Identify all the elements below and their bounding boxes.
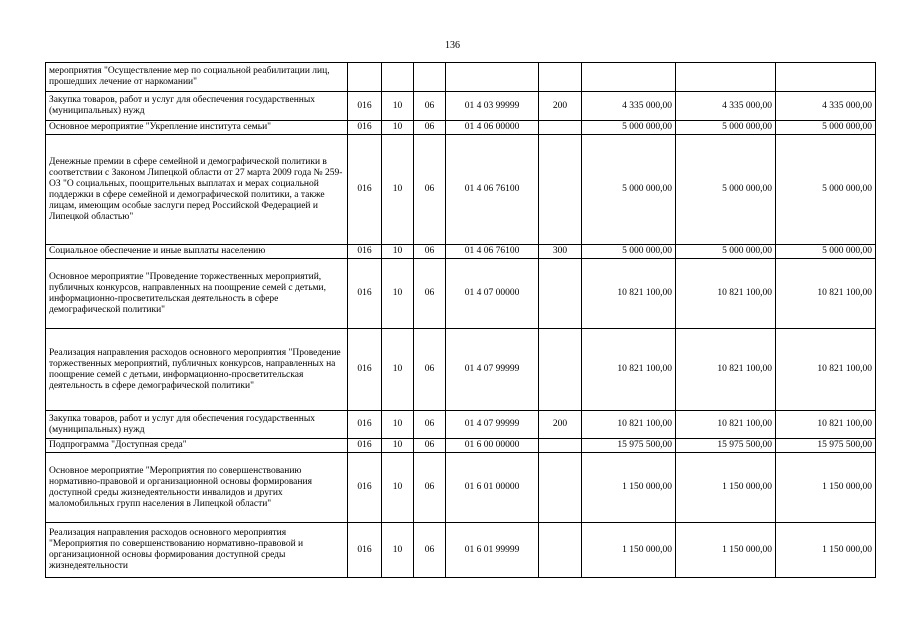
cell-sum-1: 5 000 000,00: [582, 245, 676, 259]
page-number: 136: [445, 40, 460, 51]
cell-gr: 016: [348, 411, 382, 439]
row-name: Подпрограмма "Доступная среда": [46, 439, 348, 453]
table-row: [46, 329, 876, 411]
cell-pr: 06: [414, 439, 446, 453]
cell-csr: 01 6 01 00000: [446, 453, 539, 523]
cell-pr: [414, 63, 446, 92]
cell-vr: 200: [539, 92, 582, 121]
cell-pr: 06: [414, 245, 446, 259]
cell-csr: 01 4 06 76100: [446, 135, 539, 245]
cell-sum-1: 10 821 100,00: [582, 329, 676, 411]
cell-sum-2: [676, 63, 776, 92]
cell-sum-1: 1 150 000,00: [582, 523, 676, 578]
cell-vr: [539, 121, 582, 135]
cell-sum-2: 5 000 000,00: [676, 121, 776, 135]
cell-gr: 016: [348, 245, 382, 259]
row-name: Реализация направления расходов основного мероприятия "Проведение торжественных мероприятий, публичных конкурсов, направленных на поощрение семей с детьми, информационно-просветительская деятельность в сфере демографической политики": [46, 329, 348, 411]
cell-sum-3: 10 821 100,00: [776, 329, 876, 411]
row-name: Основное мероприятие "Проведение торжественных мероприятий, публичных конкурсов, направленных на поощрение семей с детьми, информационно-просветительская деятельность в сфере демографической политики": [46, 259, 348, 329]
cell-gr: 016: [348, 329, 382, 411]
cell-csr: 01 4 06 76100: [446, 245, 539, 259]
row-name: мероприятия "Осуществление мер по социальной реабилитации лиц, прошедших лечение от наркомании": [46, 63, 348, 92]
cell-rz: 10: [382, 523, 414, 578]
cell-sum-1: 1 150 000,00: [582, 453, 676, 523]
cell-rz: 10: [382, 92, 414, 121]
cell-sum-3: 10 821 100,00: [776, 259, 876, 329]
cell-pr: 06: [414, 329, 446, 411]
cell-vr: [539, 453, 582, 523]
cell-sum-2: 5 000 000,00: [676, 245, 776, 259]
row-name: Закупка товаров, работ и услуг для обеспечения государственных (муниципальных) нужд: [46, 92, 348, 121]
cell-rz: [382, 63, 414, 92]
cell-pr: 06: [414, 411, 446, 439]
cell-sum-3: 1 150 000,00: [776, 523, 876, 578]
cell-vr: [539, 439, 582, 453]
row-name: Денежные премии в сфере семейной и демографической политики в соответствии с Законом Липецкой области от 27 марта 2009 года № 259-ОЗ "О социальных, поощрительных выплатах и мерах социальной поддержки в сфере семейной и демографической политики, а также лицам, имеющим особые заслуги перед Российской Федерацией и Липецкой областью": [46, 135, 348, 245]
cell-csr: 01 6 00 00000: [446, 439, 539, 453]
cell-csr: 01 4 07 00000: [446, 259, 539, 329]
row-name: Основное мероприятие "Укрепление института семьи": [46, 121, 348, 135]
table-row: [46, 411, 876, 439]
cell-sum-3: 15 975 500,00: [776, 439, 876, 453]
cell-gr: 016: [348, 453, 382, 523]
cell-rz: 10: [382, 411, 414, 439]
cell-vr: 300: [539, 245, 582, 259]
cell-vr: 200: [539, 411, 582, 439]
cell-gr: 016: [348, 439, 382, 453]
table-row: [46, 439, 876, 453]
table-row: [46, 63, 876, 92]
cell-gr: 016: [348, 121, 382, 135]
cell-sum-2: 10 821 100,00: [676, 411, 776, 439]
row-name: Основное мероприятие "Мероприятия по совершенствованию нормативно-правовой и организационной основы формирования доступной среды жизнедеятельности инвалидов и других маломобильных групп населения в Липецкой области": [46, 453, 348, 523]
cell-sum-2: 1 150 000,00: [676, 523, 776, 578]
cell-gr: 016: [348, 92, 382, 121]
cell-sum-1: 5 000 000,00: [582, 121, 676, 135]
cell-gr: 016: [348, 259, 382, 329]
cell-gr: [348, 63, 382, 92]
table-row: [46, 135, 876, 245]
cell-csr: 01 4 07 99999: [446, 329, 539, 411]
budget-table: [45, 62, 876, 578]
cell-csr: 01 4 07 99999: [446, 411, 539, 439]
table-row: [46, 523, 876, 578]
cell-pr: 06: [414, 121, 446, 135]
cell-vr: [539, 259, 582, 329]
cell-sum-3: [776, 63, 876, 92]
cell-rz: 10: [382, 329, 414, 411]
table-row: [46, 453, 876, 523]
cell-sum-3: 5 000 000,00: [776, 121, 876, 135]
cell-csr: 01 6 01 99999: [446, 523, 539, 578]
cell-sum-3: 4 335 000,00: [776, 92, 876, 121]
cell-rz: 10: [382, 453, 414, 523]
cell-sum-2: 15 975 500,00: [676, 439, 776, 453]
cell-sum-1: [582, 63, 676, 92]
cell-sum-3: 5 000 000,00: [776, 135, 876, 245]
cell-sum-2: 1 150 000,00: [676, 453, 776, 523]
cell-pr: 06: [414, 259, 446, 329]
cell-sum-1: 15 975 500,00: [582, 439, 676, 453]
cell-vr: [539, 63, 582, 92]
table-row: [46, 92, 876, 121]
cell-csr: 01 4 06 00000: [446, 121, 539, 135]
cell-rz: 10: [382, 245, 414, 259]
row-name: Закупка товаров, работ и услуг для обеспечения государственных (муниципальных) нужд: [46, 411, 348, 439]
cell-pr: 06: [414, 135, 446, 245]
cell-gr: 016: [348, 135, 382, 245]
cell-csr: [446, 63, 539, 92]
cell-sum-1: 10 821 100,00: [582, 411, 676, 439]
cell-vr: [539, 135, 582, 245]
row-name: Социальное обеспечение и иные выплаты населению: [46, 245, 348, 259]
cell-sum-1: 10 821 100,00: [582, 259, 676, 329]
cell-sum-2: 10 821 100,00: [676, 329, 776, 411]
cell-sum-3: 5 000 000,00: [776, 245, 876, 259]
cell-sum-2: 5 000 000,00: [676, 135, 776, 245]
cell-pr: 06: [414, 92, 446, 121]
cell-pr: 06: [414, 453, 446, 523]
cell-sum-1: 5 000 000,00: [582, 135, 676, 245]
cell-vr: [539, 329, 582, 411]
cell-rz: 10: [382, 439, 414, 453]
cell-rz: 10: [382, 121, 414, 135]
table-row: [46, 121, 876, 135]
table-row: [46, 245, 876, 259]
cell-sum-2: 10 821 100,00: [676, 259, 776, 329]
cell-sum-3: 1 150 000,00: [776, 453, 876, 523]
cell-pr: 06: [414, 523, 446, 578]
cell-sum-2: 4 335 000,00: [676, 92, 776, 121]
cell-rz: 10: [382, 135, 414, 245]
cell-sum-3: 10 821 100,00: [776, 411, 876, 439]
cell-sum-1: 4 335 000,00: [582, 92, 676, 121]
cell-rz: 10: [382, 259, 414, 329]
table-row: [46, 259, 876, 329]
cell-gr: 016: [348, 523, 382, 578]
row-name: Реализация направления расходов основного мероприятия "Мероприятия по совершенствованию нормативно-правовой и организационной основы формирования доступной среды жизнедеятельности: [46, 523, 348, 578]
cell-vr: [539, 523, 582, 578]
cell-csr: 01 4 03 99999: [446, 92, 539, 121]
